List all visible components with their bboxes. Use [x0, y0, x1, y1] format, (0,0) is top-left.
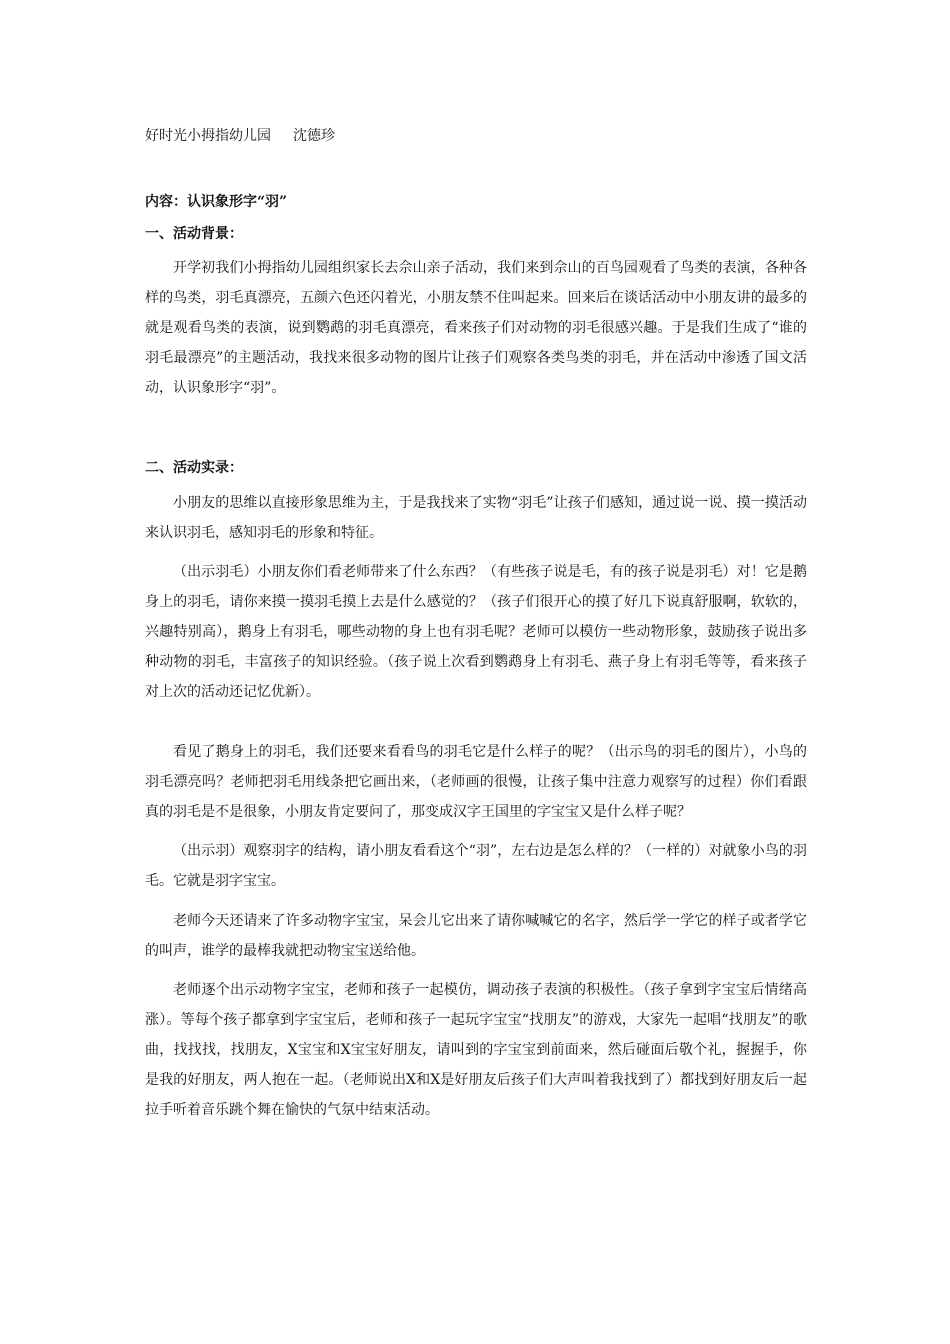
section-heading-background: 一、活动背景： [145, 226, 243, 242]
section-heading-record: 二、活动实录： [145, 460, 243, 476]
paragraph-background: 开学初我们小拇指幼儿园组织家长去佘山亲子活动，我们来到佘山的百鸟园观看了鸟类的表演，各种各样的鸟类，羽毛真漂亮，五颜六色还闪着光，小朋友禁不住叫起来。回来后在谈话活动中小朋友讲的最多的就是观看鸟类的表演，说到鹦鹉的羽毛真漂亮，看来孩子们对动物的羽毛很感兴趣。于是我们生成了“谁的羽毛最漂亮”的主题活动，我找来很多动物的图片让孩子们观察各类鸟类的羽毛，并在活动中渗透了国文活动，认识象形字“羽”。 [145, 260, 807, 396]
author-name: 沈德珍 [293, 128, 335, 144]
paragraph-record-2: （出示羽毛）小朋友你们看老师带来了什么东西？（有些孩子说是毛，有的孩子说是羽毛）对！它是鹅身上的羽毛，请你来摸一摸羽毛摸上去是什么感觉的？（孩子们很开心的摸了好几下说真舒服啊，软软的，兴趣特别高），鹅身上有羽毛，哪些动物的身上也有羽毛呢？老师可以模仿一些动物形象，鼓励孩子说出多种动物的羽毛，丰富孩子的知识经验。（孩子说上次看到鹦鹉身上有羽毛、燕子身上有羽毛等等，看来孩子对上次的活动还记忆优新）。 [145, 564, 807, 700]
content-title: 内容：认识象形字“羽” [145, 194, 288, 210]
paragraph-record-6: 老师逐个出示动物字宝宝，老师和孩子一起模仿，调动孩子表演的积极性。（孩子拿到字宝宝后情绪高涨）。等每个孩子都拿到字宝宝后，老师和孩子一起玩字宝宝“找朋友”的游戏，大家先一起唱“找朋友”的歌曲，找找找，找朋友，X宝宝和X宝宝好朋友，请叫到的字宝宝到前面来，然后碰面后敬个礼，握握手，你是我的好朋友，两人抱在一起。（老师说出X和X是好朋友后孩子们大声叫着我找到了）都找到好朋友后一起拉手听着音乐跳个舞在愉快的气氛中结束活动。 [145, 982, 807, 1118]
paragraph-record-1: 小朋友的思维以直接形象思维为主，于是我找来了实物“羽毛”让孩子们感知，通过说一说、摸一摸活动来认识羽毛，感知羽毛的形象和特征。 [145, 495, 807, 541]
paragraph-record-5: 老师今天还请来了许多动物字宝宝，呆会儿它出来了请你喊喊它的名字，然后学一学它的样子或者学它的叫声，谁学的最棒我就把动物宝宝送给他。 [145, 913, 807, 959]
kindergarten-name: 好时光小拇指幼儿园 [145, 128, 271, 144]
paragraph-record-3: 看见了鹅身上的羽毛，我们还要来看看鸟的羽毛它是什么样子的呢？（出示鸟的羽毛的图片），小鸟的羽毛漂亮吗？老师把羽毛用线条把它画出来，（老师画的很慢，让孩子集中注意力观察写的过程）你们看跟真的羽毛是不是很象，小朋友肯定要问了，那变成汉字王国里的字宝宝又是什么样子呢？ [145, 744, 807, 820]
author-line [145, 126, 335, 146]
paragraph-record-4: （出示羽）观察羽字的结构，请小朋友看看这个“羽”，左右边是怎么样的？（一样的）对就象小鸟的羽毛。它就是羽字宝宝。 [145, 843, 807, 889]
